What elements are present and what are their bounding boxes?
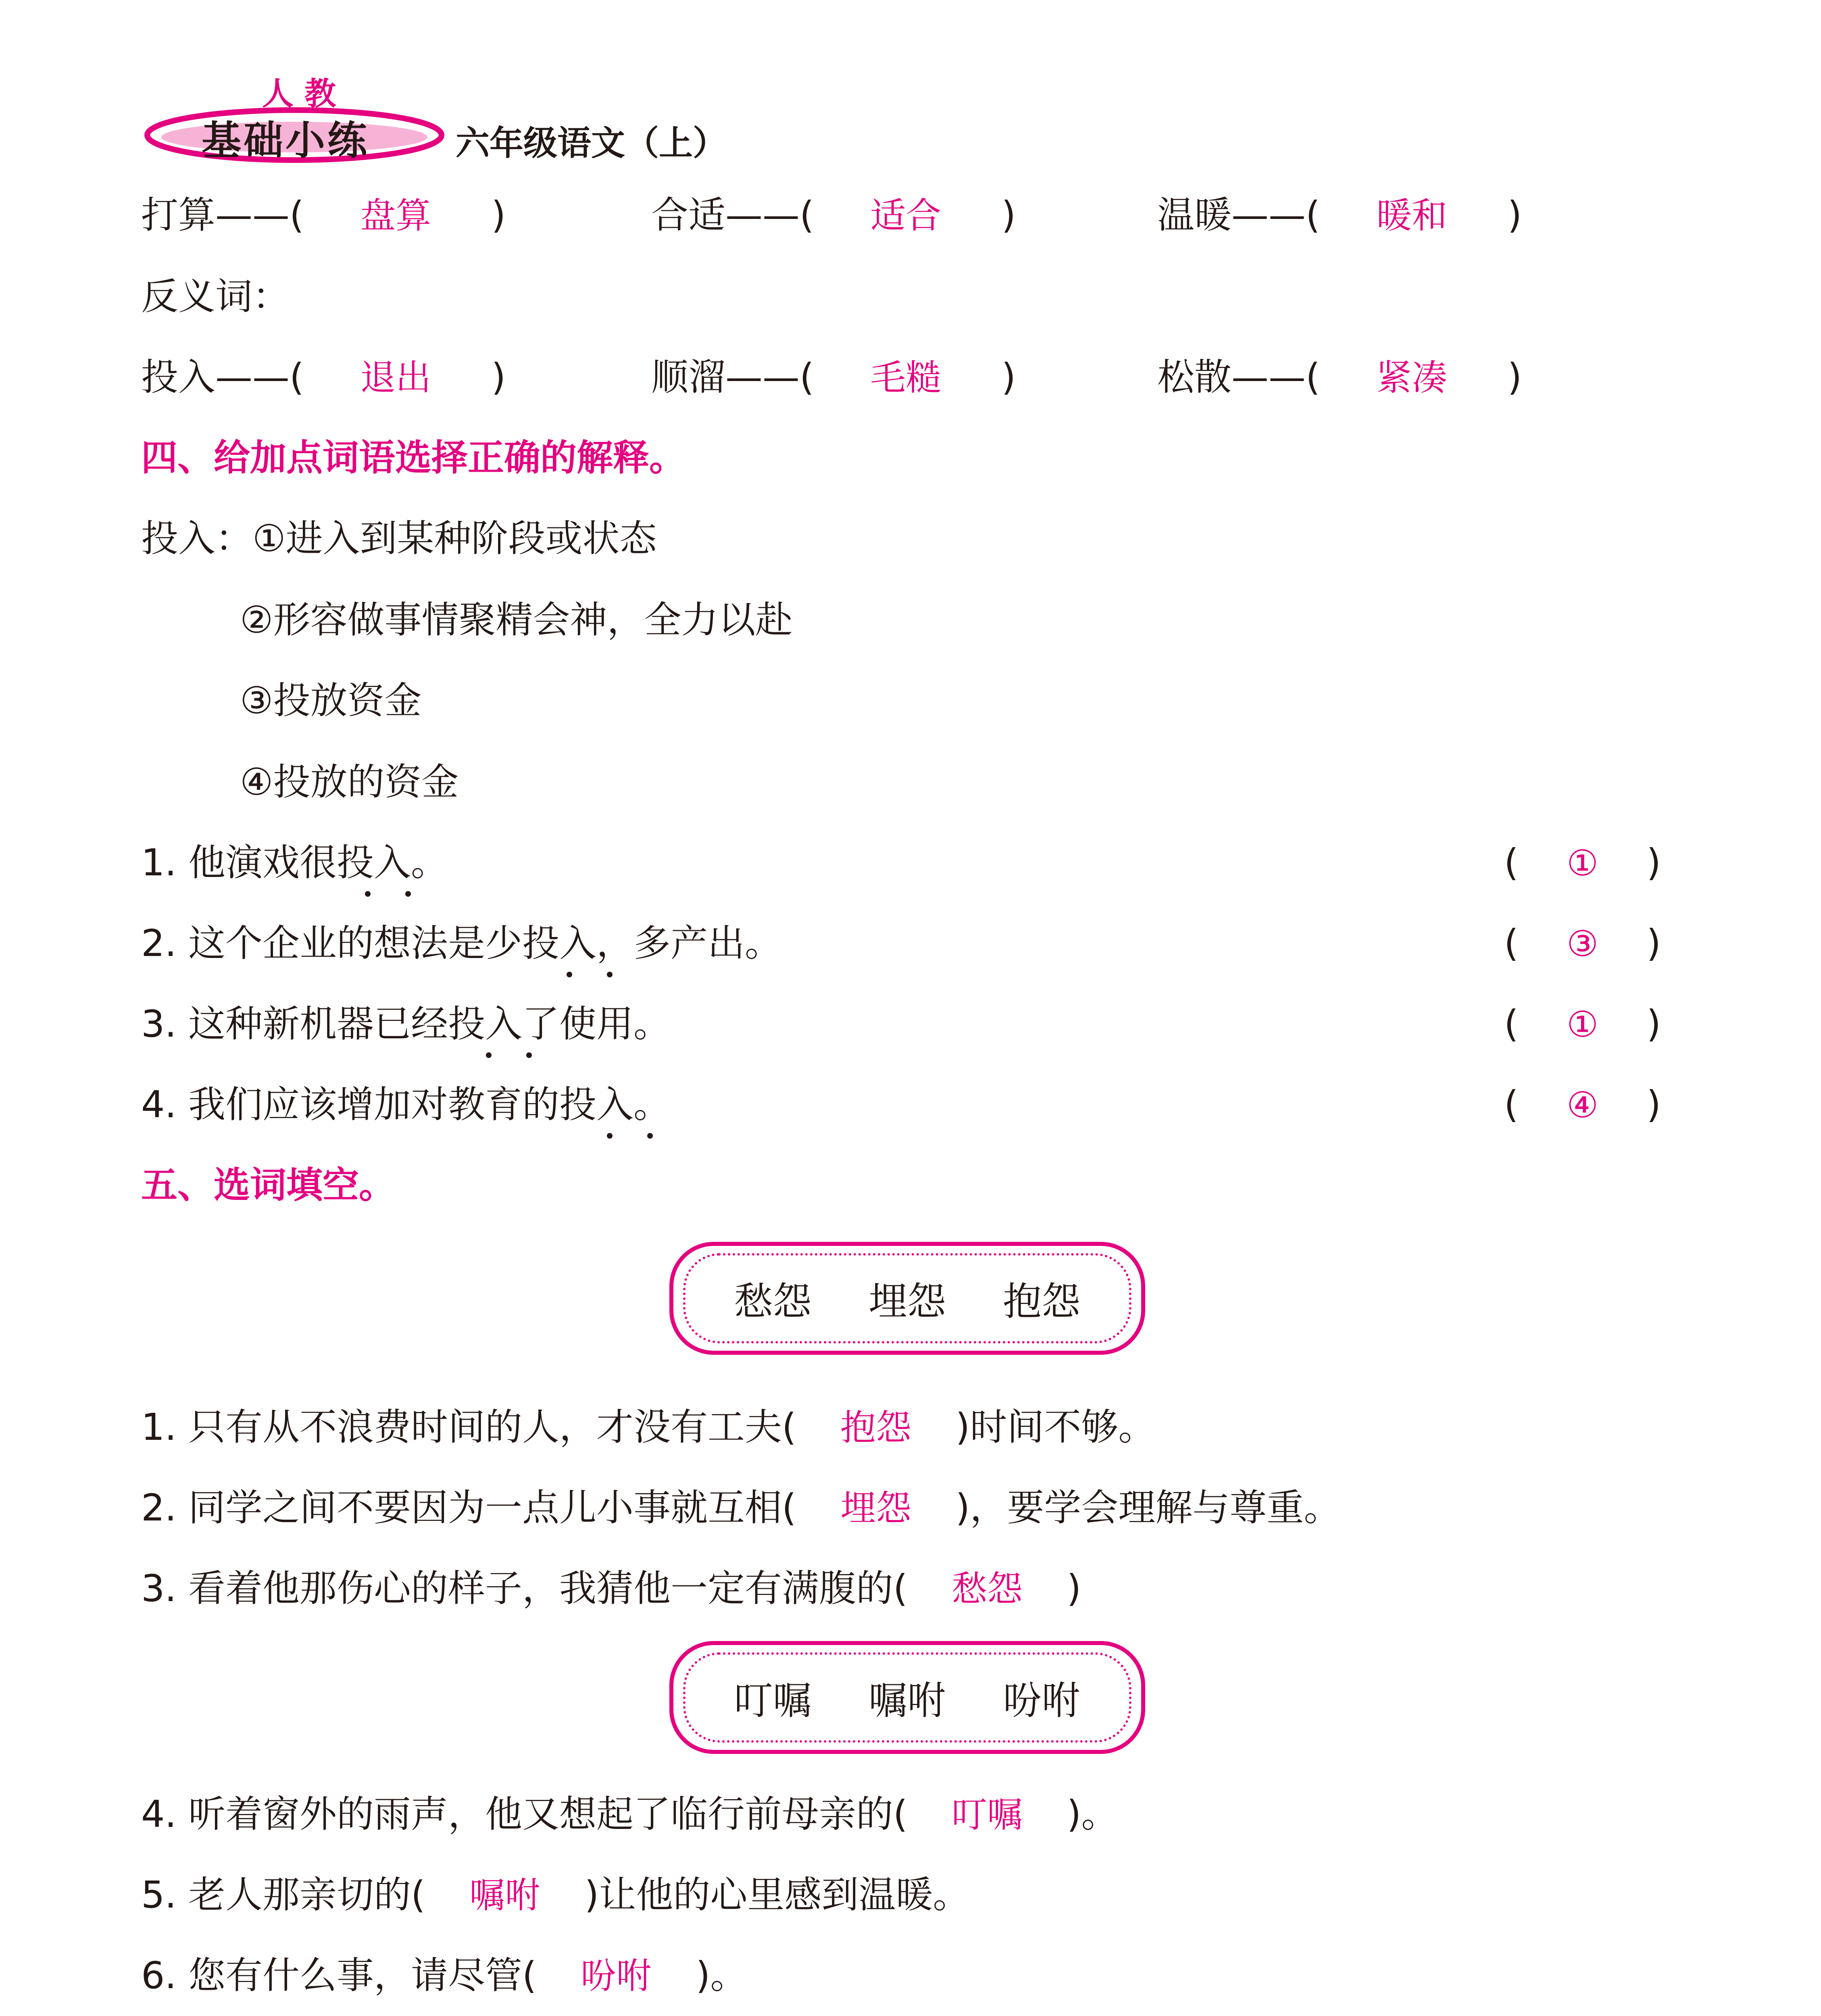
synonym-word: 打算——( [141, 194, 304, 237]
emphasis-dot [647, 1133, 653, 1139]
word-option: 抱怨 [1003, 1279, 1081, 1324]
synonym-answer: 适合 [870, 195, 942, 236]
answer-paren [1504, 839, 1661, 887]
fill-answer: 埋怨 [840, 1487, 912, 1529]
antonym-answer: 毛糙 [870, 357, 942, 398]
fill-item [141, 1951, 747, 2000]
fill-text: 5. 老人那亲切的( [141, 1873, 425, 1916]
word-option: 埋怨 [868, 1279, 946, 1324]
paren-close: ) [1507, 356, 1522, 399]
emphasis-dot [526, 1052, 532, 1058]
answer-paren [1504, 1081, 1661, 1129]
synonym-item [651, 191, 1016, 240]
paren-close: ) [1646, 1083, 1661, 1126]
synonym-item [141, 191, 506, 240]
paren-close: ) [1001, 194, 1016, 237]
fill-text: 3. 看着他那伤心的样子，我猜他一定有满腹的( [141, 1567, 908, 1610]
paren-close: ) [1646, 841, 1661, 884]
choice-answer: ① [1567, 1004, 1599, 1045]
paren-close: ) [1646, 1002, 1661, 1045]
emphasis-dot [365, 891, 371, 897]
fill-text: )。 [696, 1954, 748, 1997]
synonym-word: 温暖——( [1157, 194, 1320, 237]
word-box-2 [669, 1641, 1145, 1754]
fill-answer: 叮嘱 [952, 1794, 1023, 1835]
paren-open: ( [1504, 1002, 1519, 1045]
paren-open: ( [1504, 922, 1519, 965]
fill-text: )。 [1067, 1793, 1119, 1836]
definition-item: ②形容做事情聚精会神，全力以赴 [240, 598, 793, 641]
fill-text: 1. 只有从不浪费时间的人，才没有工夫( [141, 1406, 796, 1449]
antonym-word: 松散——( [1157, 356, 1320, 399]
antonym-answer: 紧凑 [1376, 357, 1448, 398]
fill-item [141, 1484, 1341, 1533]
fill-answer: 吩咐 [581, 1955, 652, 1997]
word-option: 吩咐 [1003, 1678, 1081, 1723]
header-publisher-tag: 人 教 [262, 76, 336, 112]
section-4-title: 四、给加点词语选择正确的解释。 [141, 437, 685, 479]
fill-item [141, 1790, 1118, 1839]
fill-answer: 愁怨 [952, 1568, 1023, 1610]
answer-paren [1504, 919, 1661, 968]
word-option: 嘱咐 [868, 1678, 946, 1723]
fill-text: 4. 听着窗外的雨声，他又想起了临行前母亲的( [141, 1793, 908, 1836]
fill-text: 6. 您有什么事，请尽管( [141, 1954, 537, 1997]
synonym-answer: 盘算 [360, 195, 431, 236]
paren-close: ) [1001, 356, 1016, 399]
synonym-word: 合适——( [651, 194, 814, 237]
paren-close: ) [491, 356, 506, 399]
fill-item [141, 1403, 1155, 1452]
antonym-label: 反义词： [141, 275, 290, 318]
paren-close: ) [1646, 922, 1661, 965]
emphasis-dot [607, 1133, 613, 1139]
fill-text: 2. 同学之间不要因为一点儿小事就互相( [141, 1486, 796, 1529]
paren-open: ( [1504, 841, 1519, 884]
header-subject: 六年级语文（上） [456, 123, 727, 163]
emphasis-dot [607, 972, 613, 977]
question-item: 4. 我们应该增加对教育的投入。 [141, 1083, 671, 1126]
fill-answer: 抱怨 [840, 1407, 912, 1448]
antonym-item [651, 353, 1016, 402]
paren-close: ) [1507, 194, 1522, 237]
answer-paren [1504, 1000, 1661, 1049]
antonym-word: 投入——( [141, 356, 304, 399]
question-item: 1. 他演戏很投入。 [141, 841, 448, 884]
question-item: 3. 这种新机器已经投入了使用。 [141, 1002, 671, 1045]
section-5-title: 五、选词填空。 [141, 1164, 395, 1206]
choice-answer: ③ [1567, 923, 1599, 964]
emphasis-dot [486, 1052, 492, 1058]
fill-text: )时间不够。 [955, 1406, 1156, 1449]
fill-text: ) [1067, 1567, 1081, 1610]
word-option: 叮嘱 [734, 1678, 812, 1723]
synonym-answer: 暖和 [1376, 195, 1448, 236]
paren-open: ( [1504, 1083, 1519, 1126]
word-box-1 [669, 1242, 1145, 1355]
choice-answer: ④ [1567, 1084, 1599, 1126]
fill-text: )让他的心里感到温暖。 [584, 1873, 970, 1916]
fill-item [141, 1871, 970, 1920]
synonym-item [1157, 191, 1522, 240]
definition-item: ④投放的资金 [240, 760, 459, 804]
emphasis-dot [405, 891, 411, 897]
antonym-item [1157, 353, 1522, 402]
paren-close: ) [491, 194, 506, 237]
emphasis-dot [567, 972, 572, 977]
question-item: 2. 这个企业的想法是少投入，多产出。 [141, 922, 782, 965]
fill-text: )，要学会理解与尊重。 [955, 1486, 1341, 1529]
fill-item [141, 1564, 1081, 1613]
antonym-word: 顺溜——( [651, 356, 814, 399]
choice-answer: ① [1567, 842, 1599, 884]
header [141, 69, 746, 173]
antonym-item [141, 353, 506, 402]
header-series-title: 基础小练 [202, 118, 370, 164]
word-option: 愁怨 [734, 1279, 812, 1324]
definition-item: 投入：①进入到某种阶段或状态 [141, 517, 657, 560]
antonym-answer: 退出 [360, 357, 431, 398]
definition-item: ③投放资金 [240, 679, 422, 722]
fill-answer: 嘱咐 [469, 1874, 541, 1916]
